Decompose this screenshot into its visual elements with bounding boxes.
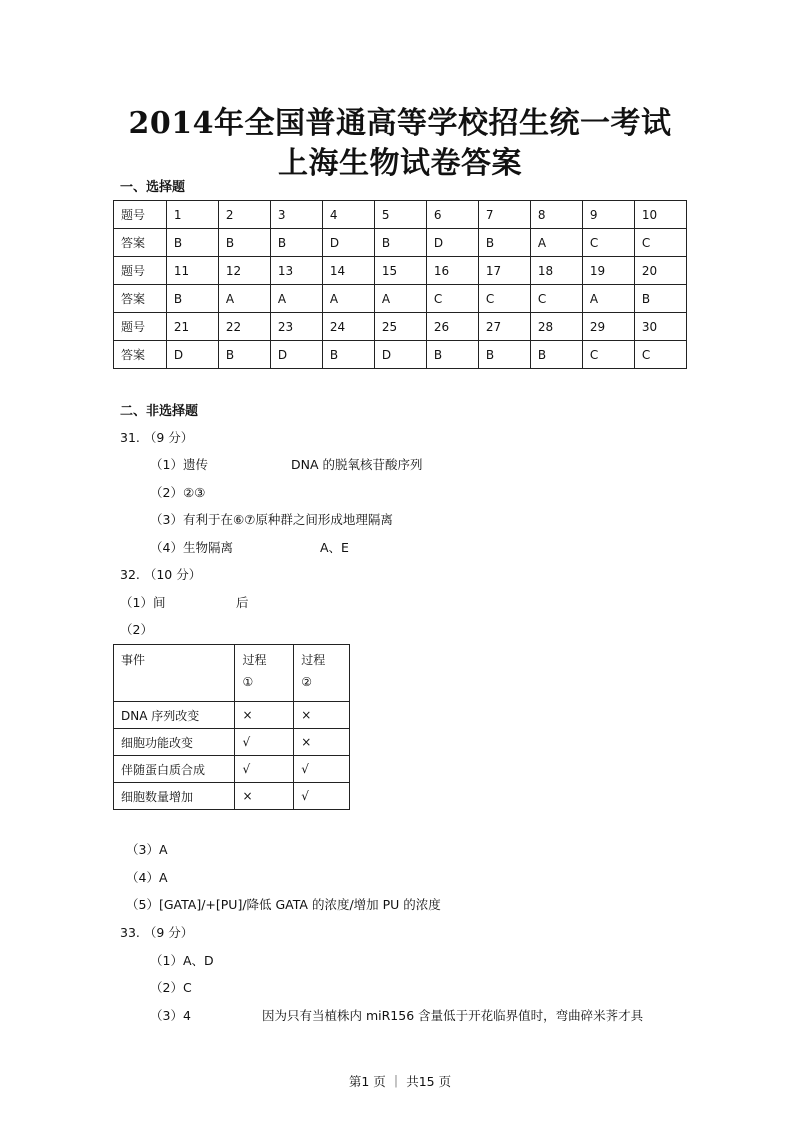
mark-cell: × xyxy=(235,702,294,729)
mark-cell: × xyxy=(294,729,350,756)
table-cell: 12 xyxy=(218,257,270,285)
document-title: 2014年全国普通高等学校招生统一考试 xyxy=(128,106,672,141)
table-cell: B xyxy=(478,341,530,369)
q31-header: 31. （9 分） xyxy=(120,430,194,445)
q31-answer-1: （1）遗传 xyxy=(150,457,208,472)
table-cell: 24 xyxy=(322,313,374,341)
table-cell: D xyxy=(166,341,218,369)
page-footer: 第1 页 ｜ 共15 页 xyxy=(348,1074,452,1089)
table-cell: 11 xyxy=(166,257,218,285)
row-label: 答案 xyxy=(114,341,167,369)
q33-answer-2: （2）C xyxy=(150,980,192,995)
row-label: 答案 xyxy=(114,229,167,257)
q32-answer-3: （3）A xyxy=(126,842,168,857)
section-heading-nonchoice: 二、非选择题 xyxy=(120,404,199,419)
table-cell: C xyxy=(582,341,634,369)
table-cell: C xyxy=(634,229,686,257)
q33-answer-1: （1）A、D xyxy=(150,953,214,968)
table-row xyxy=(114,729,350,756)
table-cell: B xyxy=(166,285,218,313)
q31-answer-1b: DNA 的脱氧核苷酸序列 xyxy=(291,457,423,472)
table-cell: A xyxy=(374,285,426,313)
mark-cell: × xyxy=(235,783,294,810)
table-cell: 9 xyxy=(582,201,634,229)
table-row xyxy=(114,313,687,341)
table-cell: B xyxy=(426,341,478,369)
table-cell: 19 xyxy=(582,257,634,285)
table-cell: B xyxy=(478,229,530,257)
table-cell: 21 xyxy=(166,313,218,341)
table-cell: 2 xyxy=(218,201,270,229)
table-cell: C xyxy=(478,285,530,313)
table-cell: 20 xyxy=(634,257,686,285)
table-cell: D xyxy=(322,229,374,257)
choice-answer-table xyxy=(113,200,687,369)
table-cell: 26 xyxy=(426,313,478,341)
table-cell: 18 xyxy=(530,257,582,285)
q31-answer-3: （3）有利于在⑥⑦原种群之间形成地理隔离 xyxy=(150,512,393,527)
q31-answer-2: （2）②③ xyxy=(150,485,206,500)
table-cell: B xyxy=(374,229,426,257)
q33-header: 33. （9 分） xyxy=(120,925,194,940)
mark-cell: √ xyxy=(235,729,294,756)
mark-cell: √ xyxy=(294,783,350,810)
table-cell: 30 xyxy=(634,313,686,341)
table-row xyxy=(114,257,687,285)
q33-answer-3: （3）4 xyxy=(150,1008,191,1023)
table-cell: B xyxy=(166,229,218,257)
q32-header: 32. （10 分） xyxy=(120,567,202,582)
event-name-cell: 细胞数量增加 xyxy=(114,783,235,810)
table-row xyxy=(114,702,350,729)
q32-answer-1b: 后 xyxy=(236,595,249,610)
table-cell: 3 xyxy=(270,201,322,229)
table-cell: 1 xyxy=(166,201,218,229)
event-process-table xyxy=(113,644,350,810)
table-cell: D xyxy=(270,341,322,369)
table-cell: D xyxy=(374,341,426,369)
q33-answer-3b: 因为只有当植株内 miR156 含量低于开花临界值时，弯曲碎米荠才具 xyxy=(262,1008,644,1023)
table-cell: 15 xyxy=(374,257,426,285)
table-cell: D xyxy=(426,229,478,257)
q31-answer-4: （4）生物隔离 xyxy=(150,540,233,555)
table-row xyxy=(114,201,687,229)
event-table-header-process-2: 过程 ② xyxy=(294,645,350,702)
table-cell: 17 xyxy=(478,257,530,285)
table-cell: 16 xyxy=(426,257,478,285)
table-cell: A xyxy=(582,285,634,313)
table-cell: C xyxy=(426,285,478,313)
table-row xyxy=(114,341,687,369)
table-cell: 27 xyxy=(478,313,530,341)
table-cell: B xyxy=(218,229,270,257)
table-row xyxy=(114,285,687,313)
table-cell: A xyxy=(322,285,374,313)
mark-cell: √ xyxy=(294,756,350,783)
table-cell: B xyxy=(270,229,322,257)
event-name-cell: 细胞功能改变 xyxy=(114,729,235,756)
q32-answer-1: （1）间 xyxy=(120,595,166,610)
row-label: 题号 xyxy=(114,201,167,229)
table-cell: 14 xyxy=(322,257,374,285)
table-cell: A xyxy=(218,285,270,313)
table-cell: 25 xyxy=(374,313,426,341)
event-name-cell: 伴随蛋白质合成 xyxy=(114,756,235,783)
q32-answer-4: （4）A xyxy=(126,870,168,885)
row-label: 题号 xyxy=(114,313,167,341)
table-cell: 4 xyxy=(322,201,374,229)
table-cell: B xyxy=(634,285,686,313)
table-cell: 5 xyxy=(374,201,426,229)
table-cell: 10 xyxy=(634,201,686,229)
table-cell: A xyxy=(530,229,582,257)
table-cell: 7 xyxy=(478,201,530,229)
table-row xyxy=(114,783,350,810)
section-heading-choice: 一、选择题 xyxy=(120,180,186,195)
document-subtitle: 上海生物试卷答案 xyxy=(278,146,522,181)
row-label: 题号 xyxy=(114,257,167,285)
q31-answer-4b: A、E xyxy=(320,540,349,555)
table-cell: C xyxy=(634,341,686,369)
mark-cell: × xyxy=(294,702,350,729)
table-cell: 28 xyxy=(530,313,582,341)
event-table-header-process-1: 过程 ① xyxy=(235,645,294,702)
table-cell: 29 xyxy=(582,313,634,341)
table-cell: 8 xyxy=(530,201,582,229)
table-row xyxy=(114,756,350,783)
table-cell: B xyxy=(218,341,270,369)
table-cell: 22 xyxy=(218,313,270,341)
table-cell: C xyxy=(582,229,634,257)
table-cell: A xyxy=(270,285,322,313)
table-cell: 23 xyxy=(270,313,322,341)
table-cell: C xyxy=(530,285,582,313)
row-label: 答案 xyxy=(114,285,167,313)
event-table-header-event: 事件 xyxy=(114,645,235,702)
table-cell: B xyxy=(530,341,582,369)
table-row xyxy=(114,229,687,257)
table-cell: 6 xyxy=(426,201,478,229)
q32-answer-5: （5）[GATA]/+[PU]/降低 GATA 的浓度/增加 PU 的浓度 xyxy=(126,897,441,912)
table-cell: 13 xyxy=(270,257,322,285)
event-name-cell: DNA 序列改变 xyxy=(114,702,235,729)
q32-answer-2: （2） xyxy=(120,622,153,637)
table-cell: B xyxy=(322,341,374,369)
mark-cell: √ xyxy=(235,756,294,783)
